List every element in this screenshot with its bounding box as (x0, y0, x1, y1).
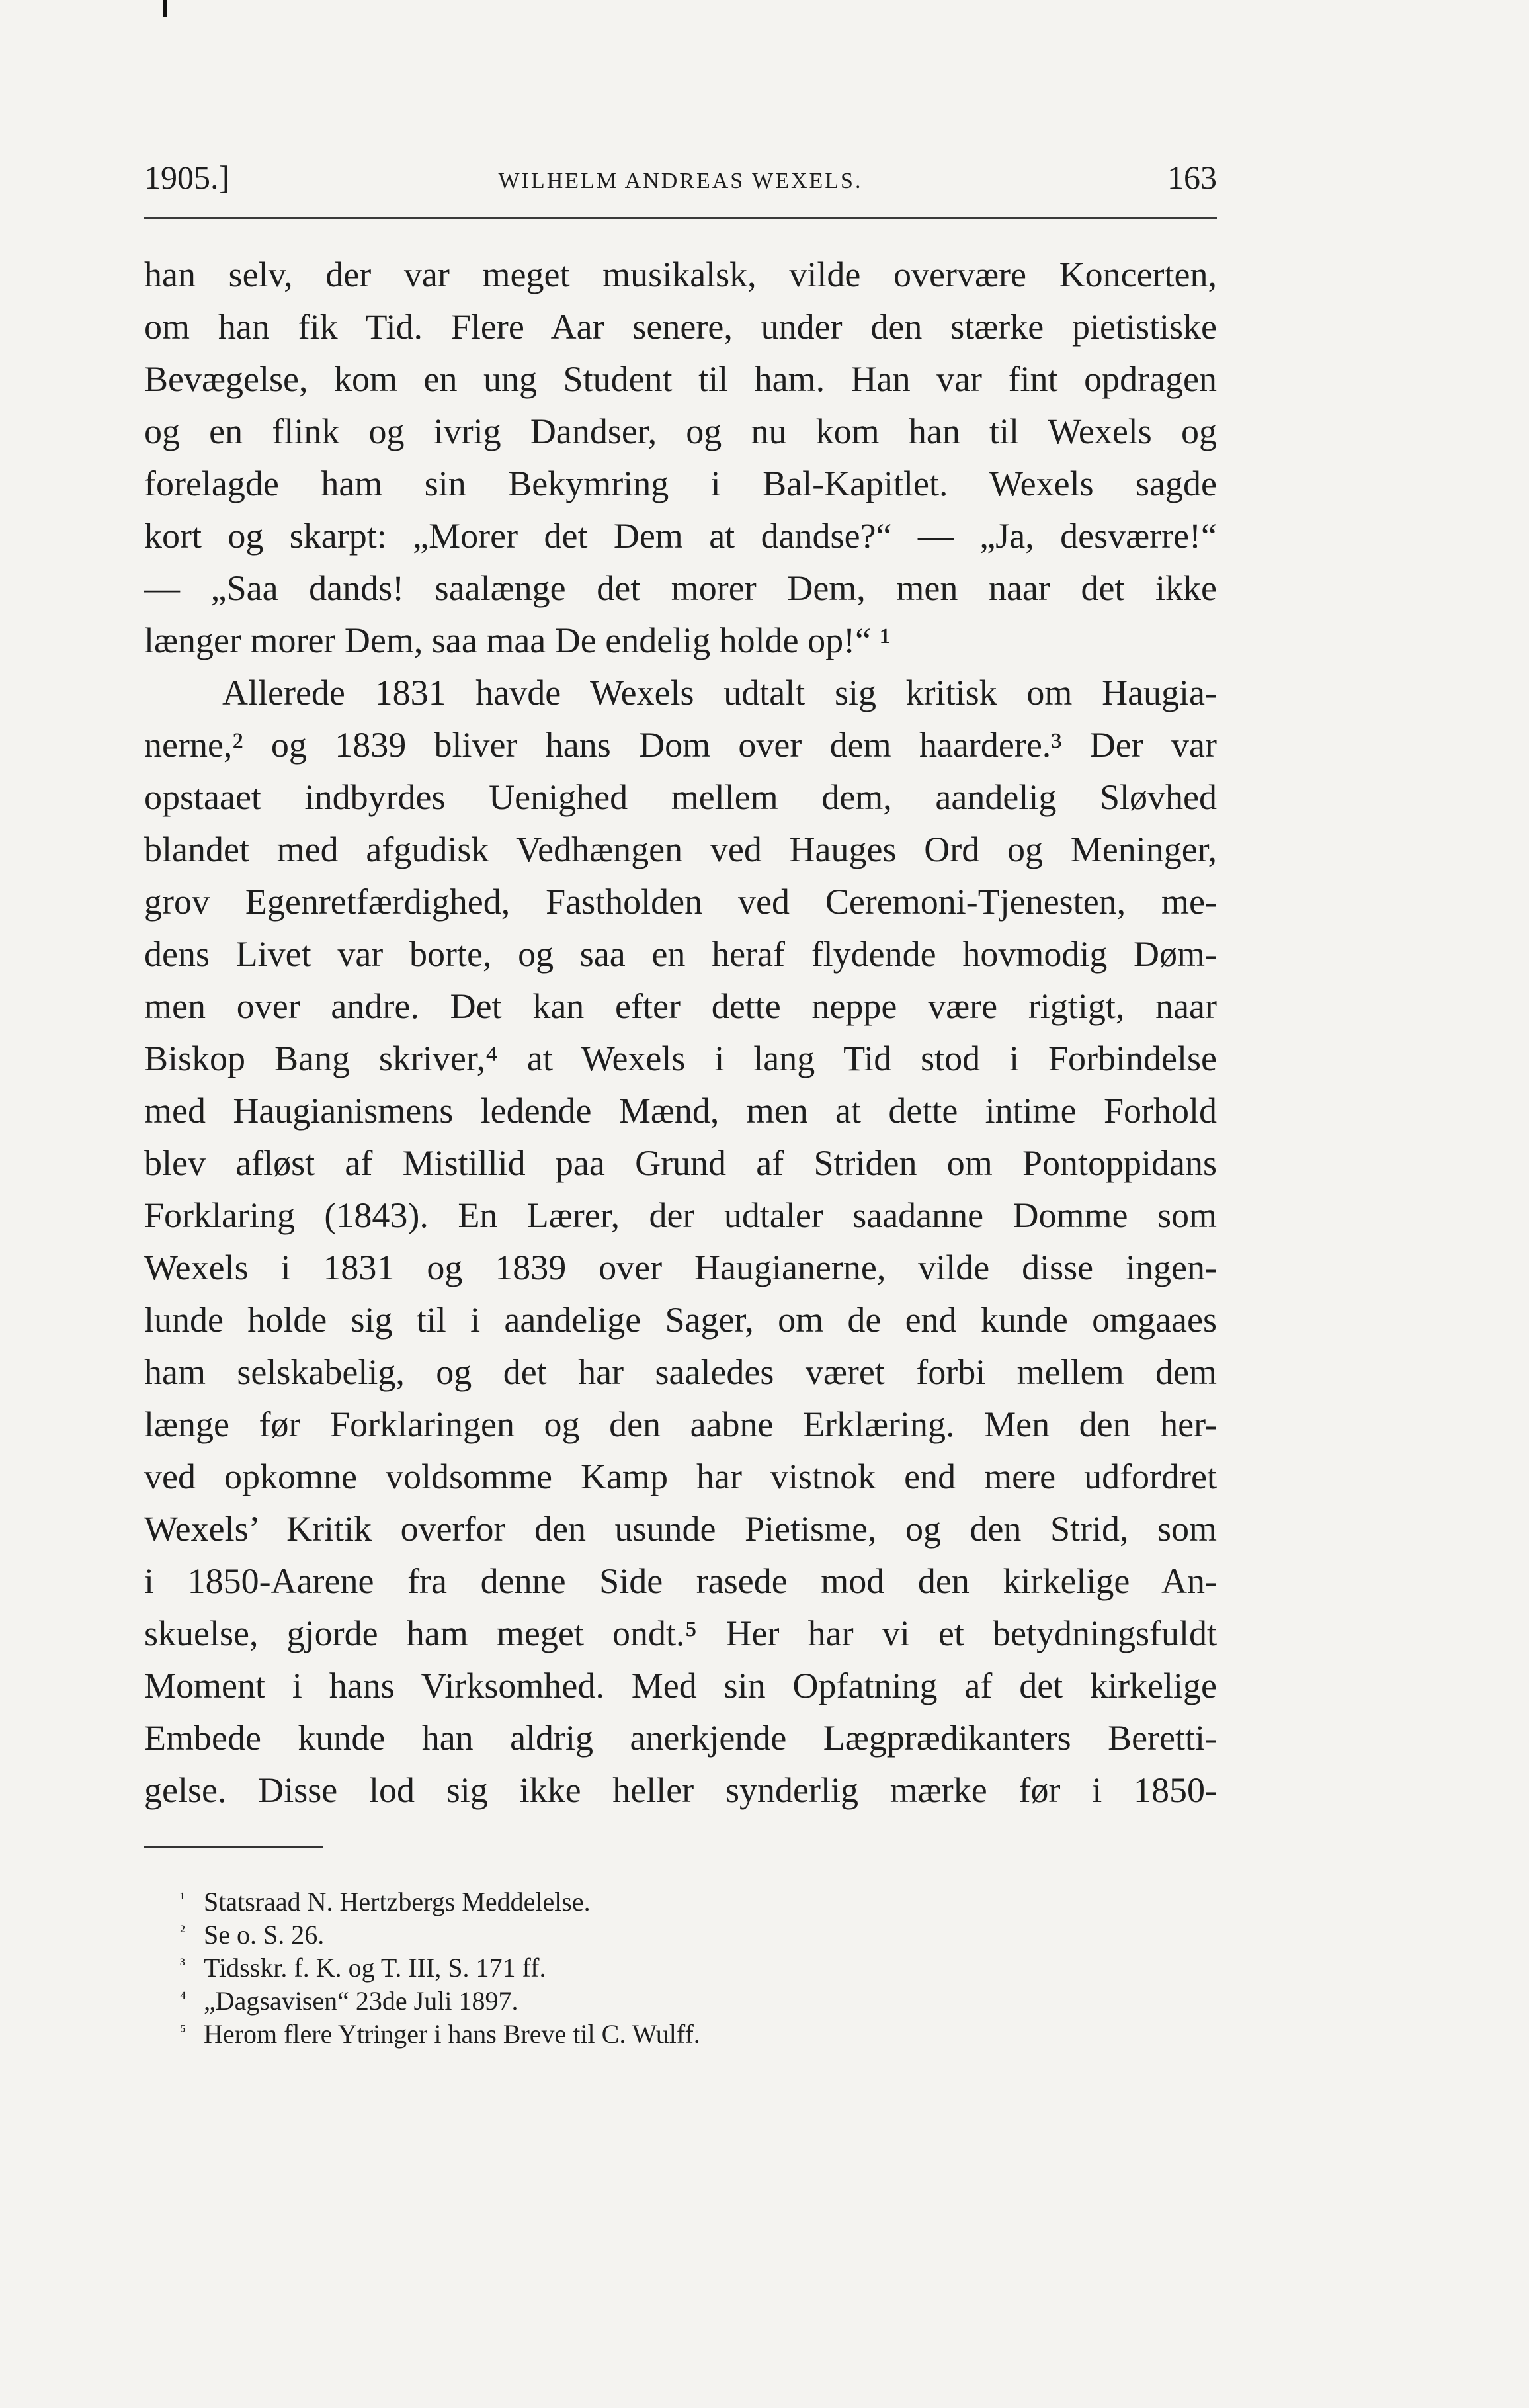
header-year: 1905.] (144, 159, 230, 196)
text-line: men over andre. Det kan efter dette neppe være rigtigt, naar (144, 986, 1217, 1026)
footnote (180, 1952, 1040, 1985)
footnotes (180, 1885, 1040, 2051)
text-line: Biskop Bang skriver,⁴ at Wexels i lang Tid stod i Forbindelse (144, 1039, 1217, 1078)
footnote (180, 1985, 1040, 2018)
footnote-text: „Dagsavisen“ 23de Juli 1897. (204, 1986, 518, 2016)
text-line: forelagde ham sin Bekymring i Bal-Kapitlet. Wexels sagde (144, 464, 1217, 503)
footnote-text: Se o. S. 26. (204, 1920, 325, 1950)
text-line: med Haugianismens ledende Mænd, men at dette intime Forhold (144, 1091, 1217, 1131)
text-line: om han fik Tid. Flere Aar senere, under den stærke pietistiske (144, 307, 1217, 347)
footnote-rule (144, 1846, 323, 1848)
text-line: i 1850-Aarene fra denne Side rasede mod den kirkelige An- (144, 1561, 1217, 1601)
text-line: han selv, der var meget musikalsk, vilde overvære Koncerten, (144, 255, 1217, 294)
page-number: 163 (1167, 159, 1217, 196)
footnote-text: Herom flere Ytringer i hans Breve til C. Wulff. (204, 2019, 700, 2049)
text-line: og en flink og ivrig Dandser, og nu kom han til Wexels og (144, 411, 1217, 451)
text-line: dens Livet var borte, og saa en heraf flydende hovmodig Døm- (144, 934, 1217, 974)
text-line: længe før Forklaringen og den aabne Erklæring. Men den her- (144, 1404, 1217, 1444)
text-line: — „Saa dands! saalænge det morer Dem, men naar det ikke (144, 568, 1217, 608)
text-line: gelse. Disse lod sig ikke heller synderlig mærke før i 1850- (144, 1770, 1217, 1810)
text-line: Wexels i 1831 og 1839 over Haugianerne, vilde disse ingen- (144, 1248, 1217, 1287)
text-line: Wexels’ Kritik overfor den usunde Pietisme, og den Strid, som (144, 1509, 1217, 1549)
text-line: Embede kunde han aldrig anerkjende Lægprædikanters Beretti- (144, 1718, 1217, 1758)
footnote-number: ¹ (180, 1889, 185, 1908)
text-line: opstaaet indbyrdes Uenighed mellem dem, aandelig Sløvhed (144, 777, 1217, 817)
text-line: kort og skarpt: „Morer det Dem at dandse?“ — „Ja, desværre!“ (144, 516, 1217, 556)
running-title: WILHELM ANDREAS WEXELS. (498, 169, 863, 193)
footnote-number: ⁴ (180, 1988, 186, 2007)
text-line: længer morer Dem, saa maa De endelig holde op!“ ¹ (144, 621, 891, 660)
text-line: Allerede 1831 havde Wexels udtalt sig kritisk om Haugia- (222, 673, 1217, 712)
text-line: Moment i hans Virksomhed. Med sin Opfatning af det kirkelige (144, 1666, 1217, 1705)
text-line: grov Egenretfærdighed, Fastholden ved Ceremoni-Tjenesten, me- (144, 882, 1217, 922)
text-line: ved opkomne voldsomme Kamp har vistnok end mere udfordret (144, 1457, 1217, 1496)
text-line: ham selskabelig, og det har saaledes været forbi mellem dem (144, 1352, 1217, 1392)
text-line: nerne,² og 1839 bliver hans Dom over dem haardere.³ Der var (144, 725, 1217, 765)
footnote-text: Tidsskr. f. K. og T. III, S. 171 ff. (204, 1953, 546, 1983)
scan-edge-mark (163, 0, 167, 17)
text-line: blev afløst af Mistillid paa Grund af Striden om Pontoppidans (144, 1143, 1217, 1183)
footnote (180, 2018, 1040, 2051)
running-header (144, 157, 1217, 219)
footnote-text: Statsraad N. Hertzbergs Meddelelse. (204, 1887, 591, 1916)
text-line: Forklaring (1843). En Lærer, der udtaler saadanne Domme som (144, 1195, 1217, 1235)
footnote (180, 1918, 1040, 1952)
text-line: Bevægelse, kom en ung Student til ham. Han var fint opdragen (144, 359, 1217, 399)
body-text (144, 249, 1217, 1817)
text-line: blandet med afgudisk Vedhængen ved Hauges Ord og Meninger, (144, 830, 1217, 869)
footnote-number: ³ (180, 1955, 185, 1974)
text-line: lunde holde sig til i aandelige Sager, om de end kunde omgaaes (144, 1300, 1217, 1340)
footnote-number: ⁵ (180, 2021, 186, 2040)
footnote (180, 1885, 1040, 1918)
text-line: skuelse, gjorde ham meget ondt.⁵ Her har vi et betydningsfuldt (144, 1613, 1217, 1653)
footnote-number: ² (180, 1922, 185, 1941)
